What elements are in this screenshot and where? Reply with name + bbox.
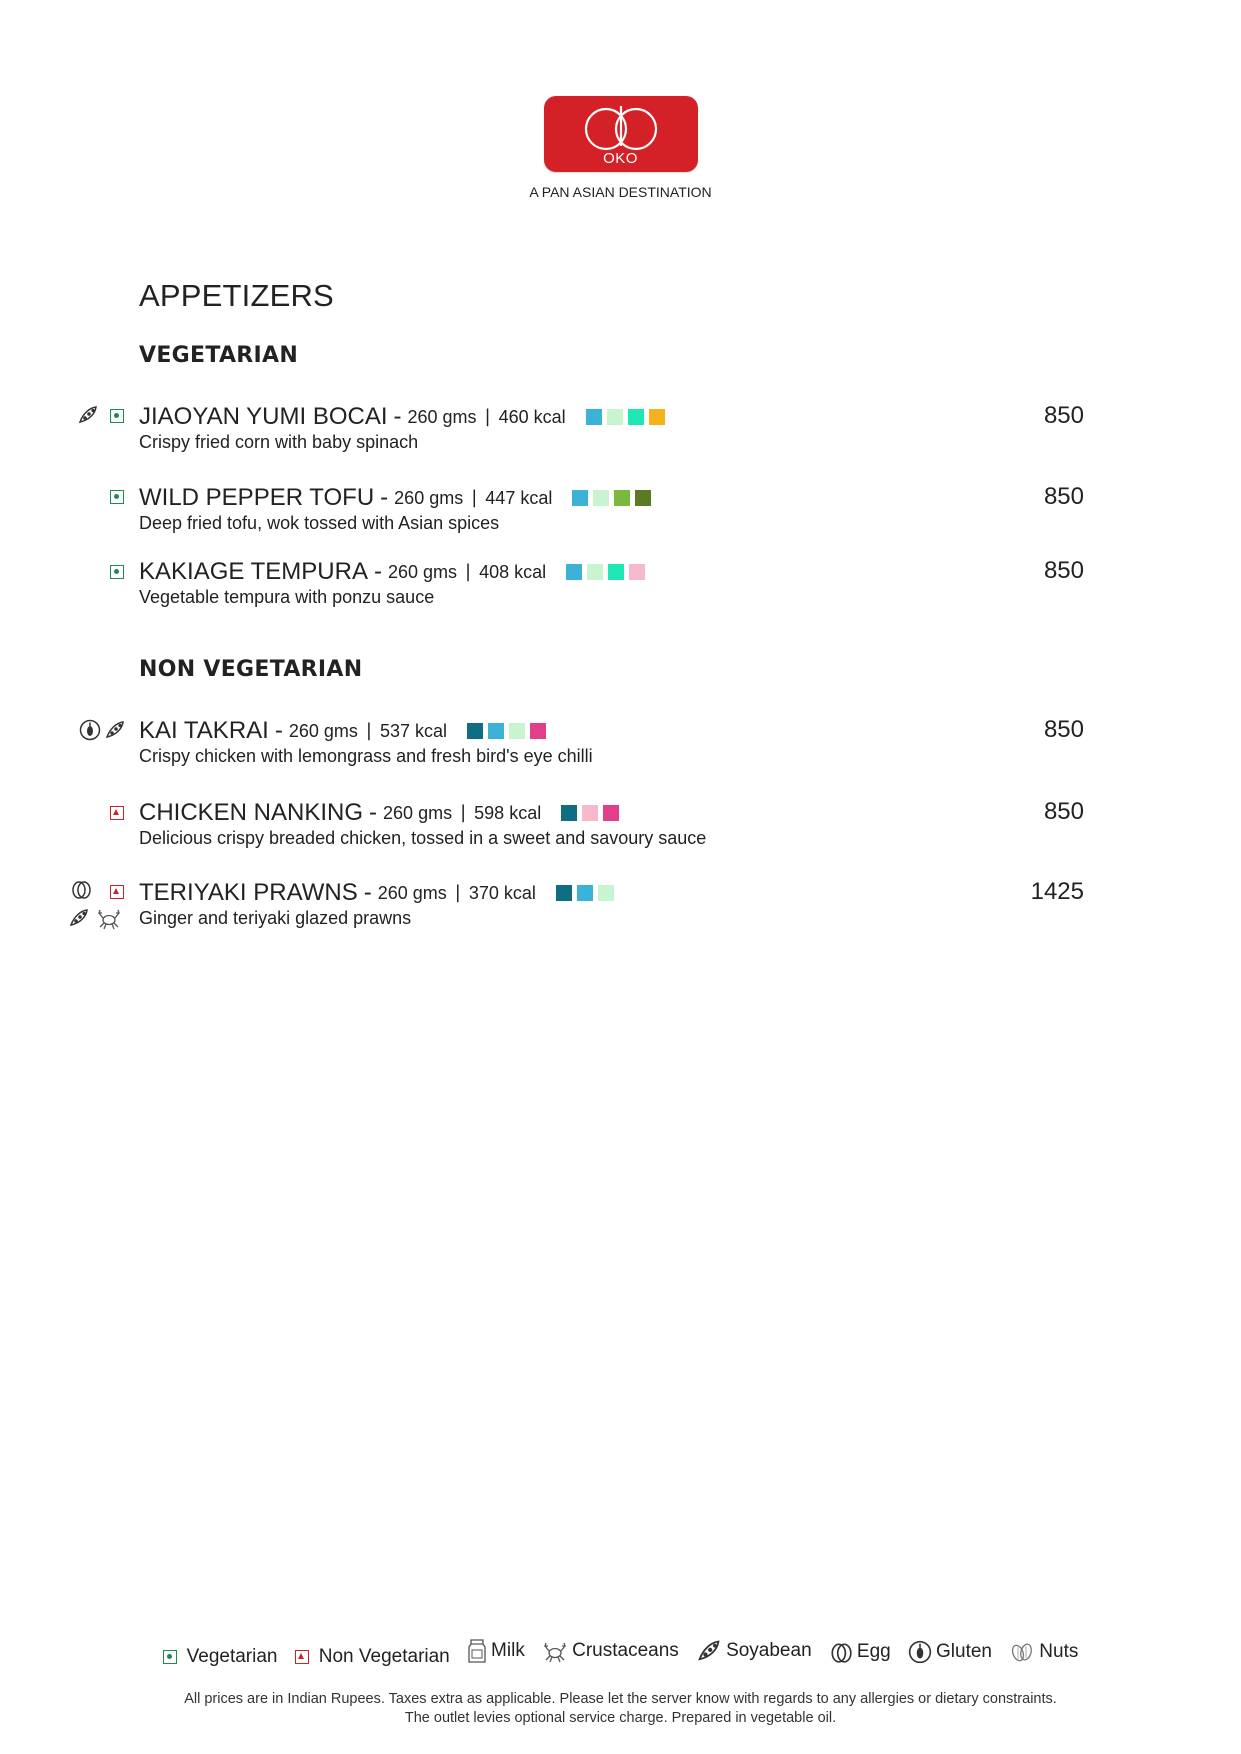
soyabean-icon	[696, 1638, 722, 1664]
item-description: Crispy chicken with lemongrass and fresh bird's eye chilli	[139, 746, 593, 766]
item-swatches	[556, 885, 614, 901]
item-name: KAI TAKRAI	[139, 717, 269, 744]
brand-header	[0, 96, 1241, 200]
nutrition-swatch	[586, 409, 602, 425]
nutrition-swatch	[628, 409, 644, 425]
legend-crustaceans: Crustaceans	[542, 1638, 679, 1664]
menu-item: WILD PEPPER TOFU - 260 gms | 447 kcal Deep fried tofu, wok tossed with Asian spices	[139, 485, 1089, 534]
veg-mark-icon	[163, 1650, 177, 1664]
item-kcal: 598 kcal	[474, 803, 542, 823]
nuts-icon	[1009, 1640, 1035, 1664]
brand-tagline: A PAN ASIAN DESTINATION	[529, 184, 712, 200]
nutrition-swatch	[598, 885, 614, 901]
item-swatches	[572, 490, 651, 506]
item-weight: 260 gms	[394, 488, 464, 508]
item-name: TERIYAKI PRAWNS	[139, 879, 358, 906]
footer-line-2: The outlet levies optional service charge. Prepared in vegetable oil.	[404, 1710, 837, 1726]
legend-soyabean: Soyabean	[696, 1638, 812, 1664]
brand-logo	[544, 96, 698, 172]
item-weight: 260 gms	[288, 721, 358, 741]
egg-icon	[829, 1640, 853, 1664]
milk-icon	[467, 1638, 487, 1664]
nutrition-swatch	[509, 723, 525, 739]
nutrition-swatch	[587, 564, 603, 580]
soyabean-icon	[68, 907, 90, 929]
item-description: Vegetable tempura with ponzu sauce	[139, 587, 435, 607]
nonveg-mark-icon	[295, 1650, 309, 1664]
nonveg-mark-icon	[110, 885, 124, 899]
item-price: 850	[1043, 402, 1084, 429]
veg-mark-icon	[110, 409, 124, 423]
legend-non-vegetarian: Non Vegetarian	[295, 1646, 450, 1668]
gluten-icon	[79, 719, 101, 741]
item-name: CHICKEN NANKING	[139, 799, 364, 826]
nutrition-swatch	[577, 885, 593, 901]
section-title: APPETIZERS	[139, 278, 334, 313]
egg-icon	[70, 878, 92, 900]
legend-egg: Egg	[829, 1640, 891, 1664]
nutrition-swatch	[607, 409, 623, 425]
item-name: KAKIAGE TEMPURA	[139, 558, 368, 585]
nutrition-swatch	[467, 723, 483, 739]
item-description: Crispy fried corn with baby spinach	[139, 432, 419, 452]
legend-gluten: Gluten	[908, 1640, 992, 1664]
item-kcal: 460 kcal	[498, 407, 566, 427]
nutrition-swatch	[572, 490, 588, 506]
menu-item: KAI TAKRAI - 260 gms | 537 kcal Crispy chicken with lemongrass and fresh bird's eye chilli	[139, 718, 1089, 767]
item-weight: 260 gms	[377, 883, 447, 903]
item-description: Delicious crispy breaded chicken, tossed in a sweet and savoury sauce	[139, 828, 707, 848]
menu-item: CHICKEN NANKING - 260 gms | 598 kcal Delicious crispy breaded chicken, tossed in a sweet and savoury sauce	[139, 800, 1089, 849]
allergen-legend	[0, 1638, 1241, 1670]
item-kcal: 537 kcal	[379, 721, 447, 741]
item-kcal: 370 kcal	[468, 883, 536, 903]
item-description: Ginger and teriyaki glazed prawns	[139, 908, 412, 928]
legend-nuts: Nuts	[1009, 1640, 1078, 1664]
item-kcal: 447 kcal	[485, 488, 553, 508]
menu-item: TERIYAKI PRAWNS - 260 gms | 370 kcal Ginger and teriyaki glazed prawns	[139, 880, 1089, 929]
subhead-vegetarian: VEGETARIAN	[139, 343, 299, 368]
footer-line-1: All prices are in Indian Rupees. Taxes extra as applicable. Please let the server know with regards to any allergies or dietary constraints.	[184, 1691, 1057, 1707]
item-price: 850	[1043, 483, 1084, 510]
menu-item: JIAOYAN YUMI BOCAI - 260 gms | 460 kcal Crispy fried corn with baby spinach	[139, 404, 1089, 453]
item-price: 850	[1043, 716, 1084, 743]
legend-milk: Milk	[467, 1638, 525, 1664]
nutrition-swatch	[556, 885, 572, 901]
crustaceans-icon	[542, 1638, 568, 1664]
crustaceans-icon	[96, 905, 122, 931]
item-weight: 260 gms	[383, 803, 453, 823]
nutrition-swatch	[530, 723, 546, 739]
nutrition-swatch	[561, 805, 577, 821]
veg-mark-icon	[110, 490, 124, 504]
legend-vegetarian: Vegetarian	[163, 1646, 278, 1668]
item-swatches	[467, 723, 546, 739]
nutrition-swatch	[593, 490, 609, 506]
item-price: 1425	[1030, 878, 1084, 905]
nonveg-mark-icon	[110, 806, 124, 820]
item-swatches	[586, 409, 665, 425]
item-kcal: 408 kcal	[479, 562, 547, 582]
item-description: Deep fried tofu, wok tossed with Asian spices	[139, 513, 500, 533]
veg-mark-icon	[110, 565, 124, 579]
nutrition-swatch	[488, 723, 504, 739]
item-weight: 260 gms	[387, 562, 457, 582]
soyabean-icon	[104, 719, 126, 741]
nutrition-swatch	[629, 564, 645, 580]
nutrition-swatch	[608, 564, 624, 580]
item-price: 850	[1043, 557, 1084, 584]
brand-name: OKO	[603, 150, 638, 167]
nutrition-swatch	[566, 564, 582, 580]
menu-item: KAKIAGE TEMPURA - 260 gms | 408 kcal Vegetable tempura with ponzu sauce	[139, 559, 1089, 608]
gluten-icon	[908, 1640, 932, 1664]
item-weight: 260 gms	[407, 407, 477, 427]
nutrition-swatch	[614, 490, 630, 506]
subhead-non-vegetarian: NON VEGETARIAN	[139, 657, 363, 682]
nutrition-swatch	[649, 409, 665, 425]
item-name: WILD PEPPER TOFU	[139, 484, 375, 511]
item-price: 850	[1043, 798, 1084, 825]
footer-note	[0, 1690, 1241, 1728]
nutrition-swatch	[635, 490, 651, 506]
item-name: JIAOYAN YUMI BOCAI	[139, 403, 388, 430]
item-swatches	[561, 805, 619, 821]
nutrition-swatch	[582, 805, 598, 821]
nutrition-swatch	[603, 805, 619, 821]
soyabean-icon	[77, 404, 99, 426]
item-swatches	[566, 564, 645, 580]
